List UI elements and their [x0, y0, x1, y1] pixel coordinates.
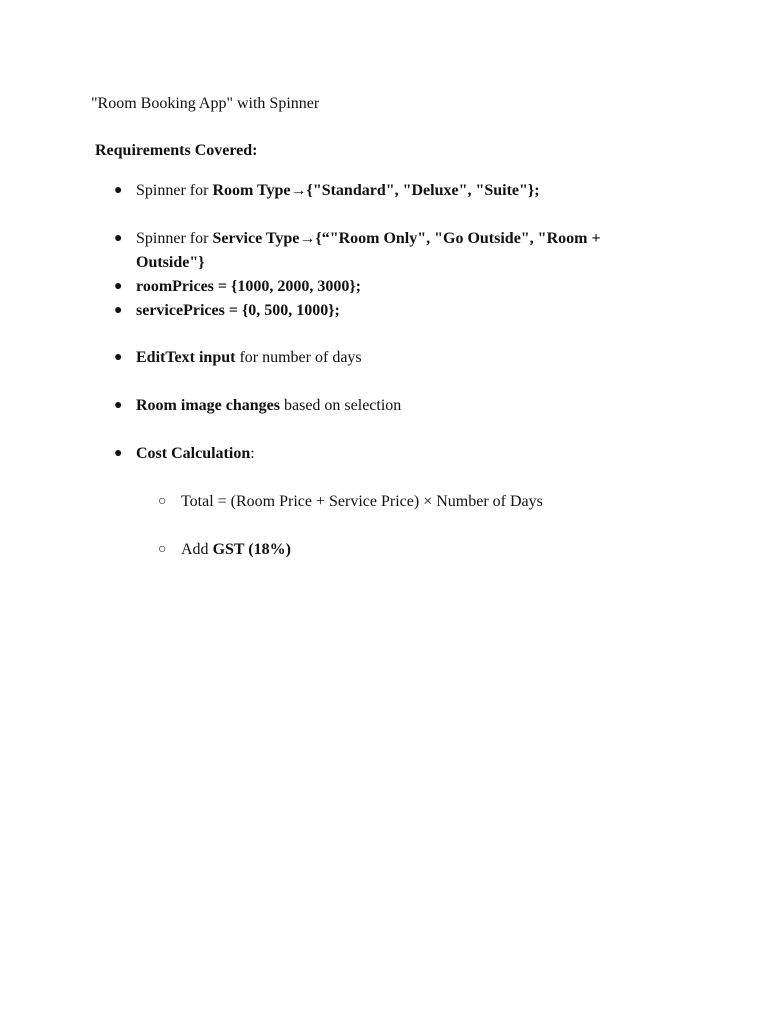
sub-item-gst: Add GST (18%) — [181, 541, 291, 558]
bullet-icon: ● — [114, 398, 123, 413]
list-item-room-image: Room image changes based on selection — [136, 397, 402, 414]
bullet-icon: ● — [114, 183, 123, 198]
sub-bullet-icon: ○ — [158, 494, 167, 509]
list-item-cost-calculation: Cost Calculation: — [136, 445, 255, 462]
list-item-room-type: Spinner for Room Type→{"Standard", "Deluxe", "Suite"}; — [136, 182, 540, 199]
list-item-service-type-continued: Outside"} — [136, 254, 205, 271]
bullet-icon: ● — [114, 231, 123, 246]
list-item-edittext: EditText input for number of days — [136, 349, 362, 366]
bullet-icon: ● — [114, 279, 123, 294]
bullet-icon: ● — [114, 446, 123, 461]
bullet-icon: ● — [114, 350, 123, 365]
requirements-heading: Requirements Covered: — [95, 142, 258, 159]
sub-item-total-formula: Total = (Room Price + Service Price) × Number of Days — [181, 493, 543, 510]
bullet-icon: ● — [114, 303, 123, 318]
document-title: "Room Booking App" with Spinner — [91, 95, 320, 112]
list-item-room-prices: roomPrices = {1000, 2000, 3000}; — [136, 278, 361, 295]
sub-bullet-icon: ○ — [158, 542, 167, 557]
list-item-service-prices: servicePrices = {0, 500, 1000}; — [136, 302, 340, 319]
list-item-service-type: Spinner for Service Type→{“"Room Only", "Go Outside", "Room + — [136, 230, 601, 247]
